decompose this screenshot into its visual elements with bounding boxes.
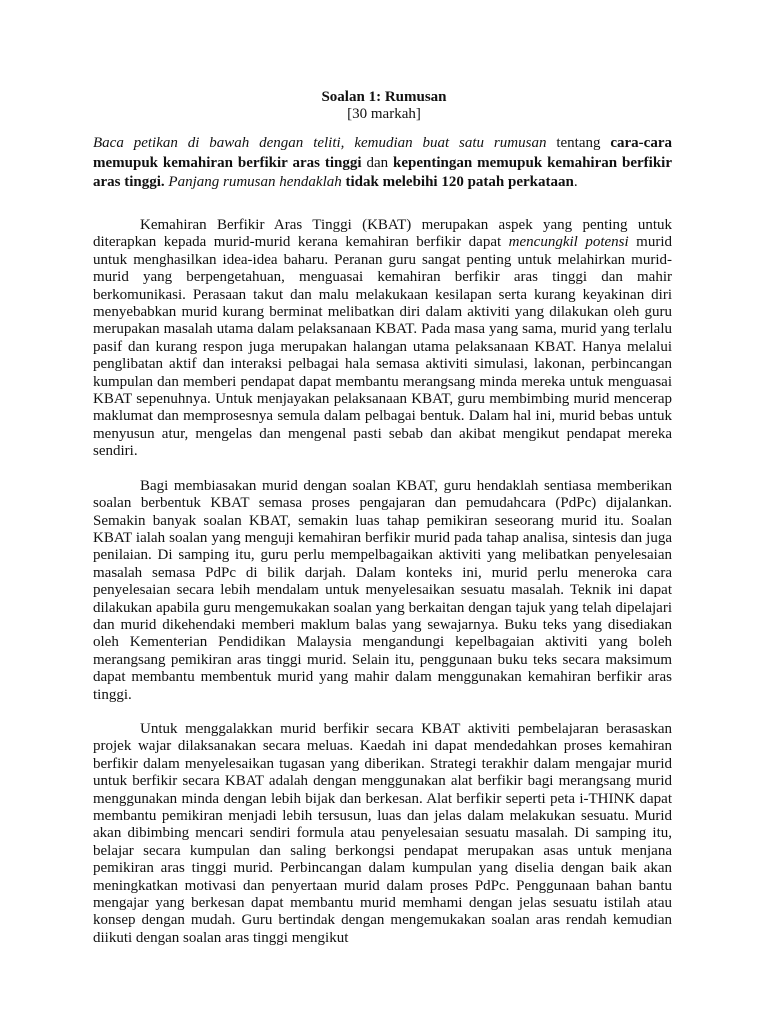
instruction-text-2: dan (361, 154, 394, 171)
instruction-bold-1: cara-cara memupuk kemahiran berfikir aras tinggi (93, 135, 672, 171)
passage-paragraph-3: Untuk menggalakkan murid berfikir secara KBAT aktiviti pembelajaran berasaskan projek wajar dilaksanakan secara meluas. Kaedah ini dapat mendedahkan proses kemahiran berfikir dalam menyelesaikan tugasan yang diberikan. Strategi terakhir dalam mengajar murid untuk berfikir secara KBAT adalah dengan menggunakan alat berfikir bagi merangsang murid menggunakan minda dengan lebih bijak dan berkesan. Alat berfikir seperti peta i-THINK dapat membantu pemikiran menjadi lebih tersusun, luas dan jelas dalam melakukan sesuatu. Murid akan dibimbing mencari sendiri formula atau penyelesaian sesuatu masalah. Di samping itu, belajar secara kumpulan dan saling berkongsi pendapat merupakan asas untuk menjana pemikiran aras tinggi murid. Perbincangan dalam kumpulan yang diselia dengan baik akan meningkatkan motivasi dan penyertaan murid dalam proses PdPc. Penggunaan bahan bantu mengajar yang berkesan dapat membantu murid memhami dengan jelas sesuatu istilah atau konsep dengan mudah. Guru bertindak dengan mengemukakan soalan aras rendah kemudian diikuti dengan soalan aras tinggi mengikut (93, 720, 672, 946)
instruction-paragraph (93, 134, 672, 193)
marks-label: [30 markah] (347, 106, 421, 122)
page-title: Soalan 1: Rumusan (321, 89, 447, 105)
passage-paragraph-2: Bagi membiasakan murid dengan soalan KBAT, guru hendaklah sentiasa memberikan soalan berbentuk KBAT semasa proses pengajaran dan pemudahcara (PdPc) dijalankan. Semakin banyak soalan KBAT, semakin luas tahap pemikiran seseorang murid itu. Soalan KBAT ialah soalan yang menguji kemahiran berfikir murid pada tahap analisa, sintesis dan juga penilaian. Di samping itu, guru perlu mempelbagaikan aktiviti yang melibatkan penyelesaian masalah semasa PdPc di bilik darjah. Dalam konteks ini, murid perlu meneroka cara penyelesaian secara lebih mendalam untuk menyelesaikan sesuatu masalah. Teknik ini dapat dilakukan apabila guru mengemukakan soalan yang berkaitan dengan tajuk yang telah dipelajari dan murid dikehendaki memberi maklum balas yang sewajarnya. Buku teks yang disediakan oleh Kementerian Pendidikan Malaysia mengandungi kepelbagaian aktiviti yang boleh merangsang pemikiran aras tinggi murid. Selain itu, penggunaan buku teks secara maksimum dapat membantu membentuk murid yang mahir dalam menggunakan kemahiran berfikir aras tinggi. (93, 477, 672, 703)
instruction-bold-3: tidak melebihi 120 patah perkataan (345, 174, 574, 191)
instruction-italic-1: Baca petikan di bawah dengan teliti, kemudian buat satu rumusan (93, 135, 547, 151)
paragraph-1-text-a: Kemahiran Berfikir Aras Tinggi (KBAT) merupakan aspek yang penting untuk diterapkan kepada murid-murid kerana kemahiran berfikir dapat (93, 217, 672, 251)
paragraph-1-italic: mencungkil potensi (508, 234, 629, 251)
paragraph-1-text-c: murid untuk menghasilkan idea-idea baharu. Peranan guru sangat penting untuk melahirkan murid-murid yang berpengetahuan, menguasai kemahiran berfikir aras tinggi dan mahir berkomunikasi. Perasaan takut dan malu melakukaan kesilapan serta kurang keyakinan diri menyebabkan murid kurang berminat melibatkan diri dalam aktiviti yang dilakukan oleh guru merupakan masalah utama dalam pelaksanaan KBAT. Pada masa yang sama, murid yang terlalu pasif dan kurang respon juga merupakan halangan utama pelaksanaan KBAT. Hanya melalui penglibatan aktif dan interaksi pelbagai hala semasa aktiviti simulasi, lakonan, perbincangan kumpulan dan memberi pendapat dapat membantu merangsang minda mereka untuk menguasai KBAT sepenuhnya. Untuk menjayakan pelaksanaan KBAT, guru membimbing murid mencerap maklumat dan memprosesnya semula dalam pelbagai bentuk. Dalam hal ini, murid bebas untuk menyusun atur, mengelas dan mengenal pasti sebab dan akibat mengikut pendapat mereka sendiri. (93, 234, 672, 460)
passage-body (93, 217, 672, 964)
instruction-italic-2: Panjang rumusan hendaklah (168, 174, 342, 191)
instruction-bold-2: kepentingan memupuk kemahiran berfikir aras tinggi. (93, 154, 672, 191)
passage-paragraph-1 (93, 217, 672, 461)
instruction-period: . (573, 174, 578, 191)
instruction-text-1: tentang (546, 135, 611, 151)
